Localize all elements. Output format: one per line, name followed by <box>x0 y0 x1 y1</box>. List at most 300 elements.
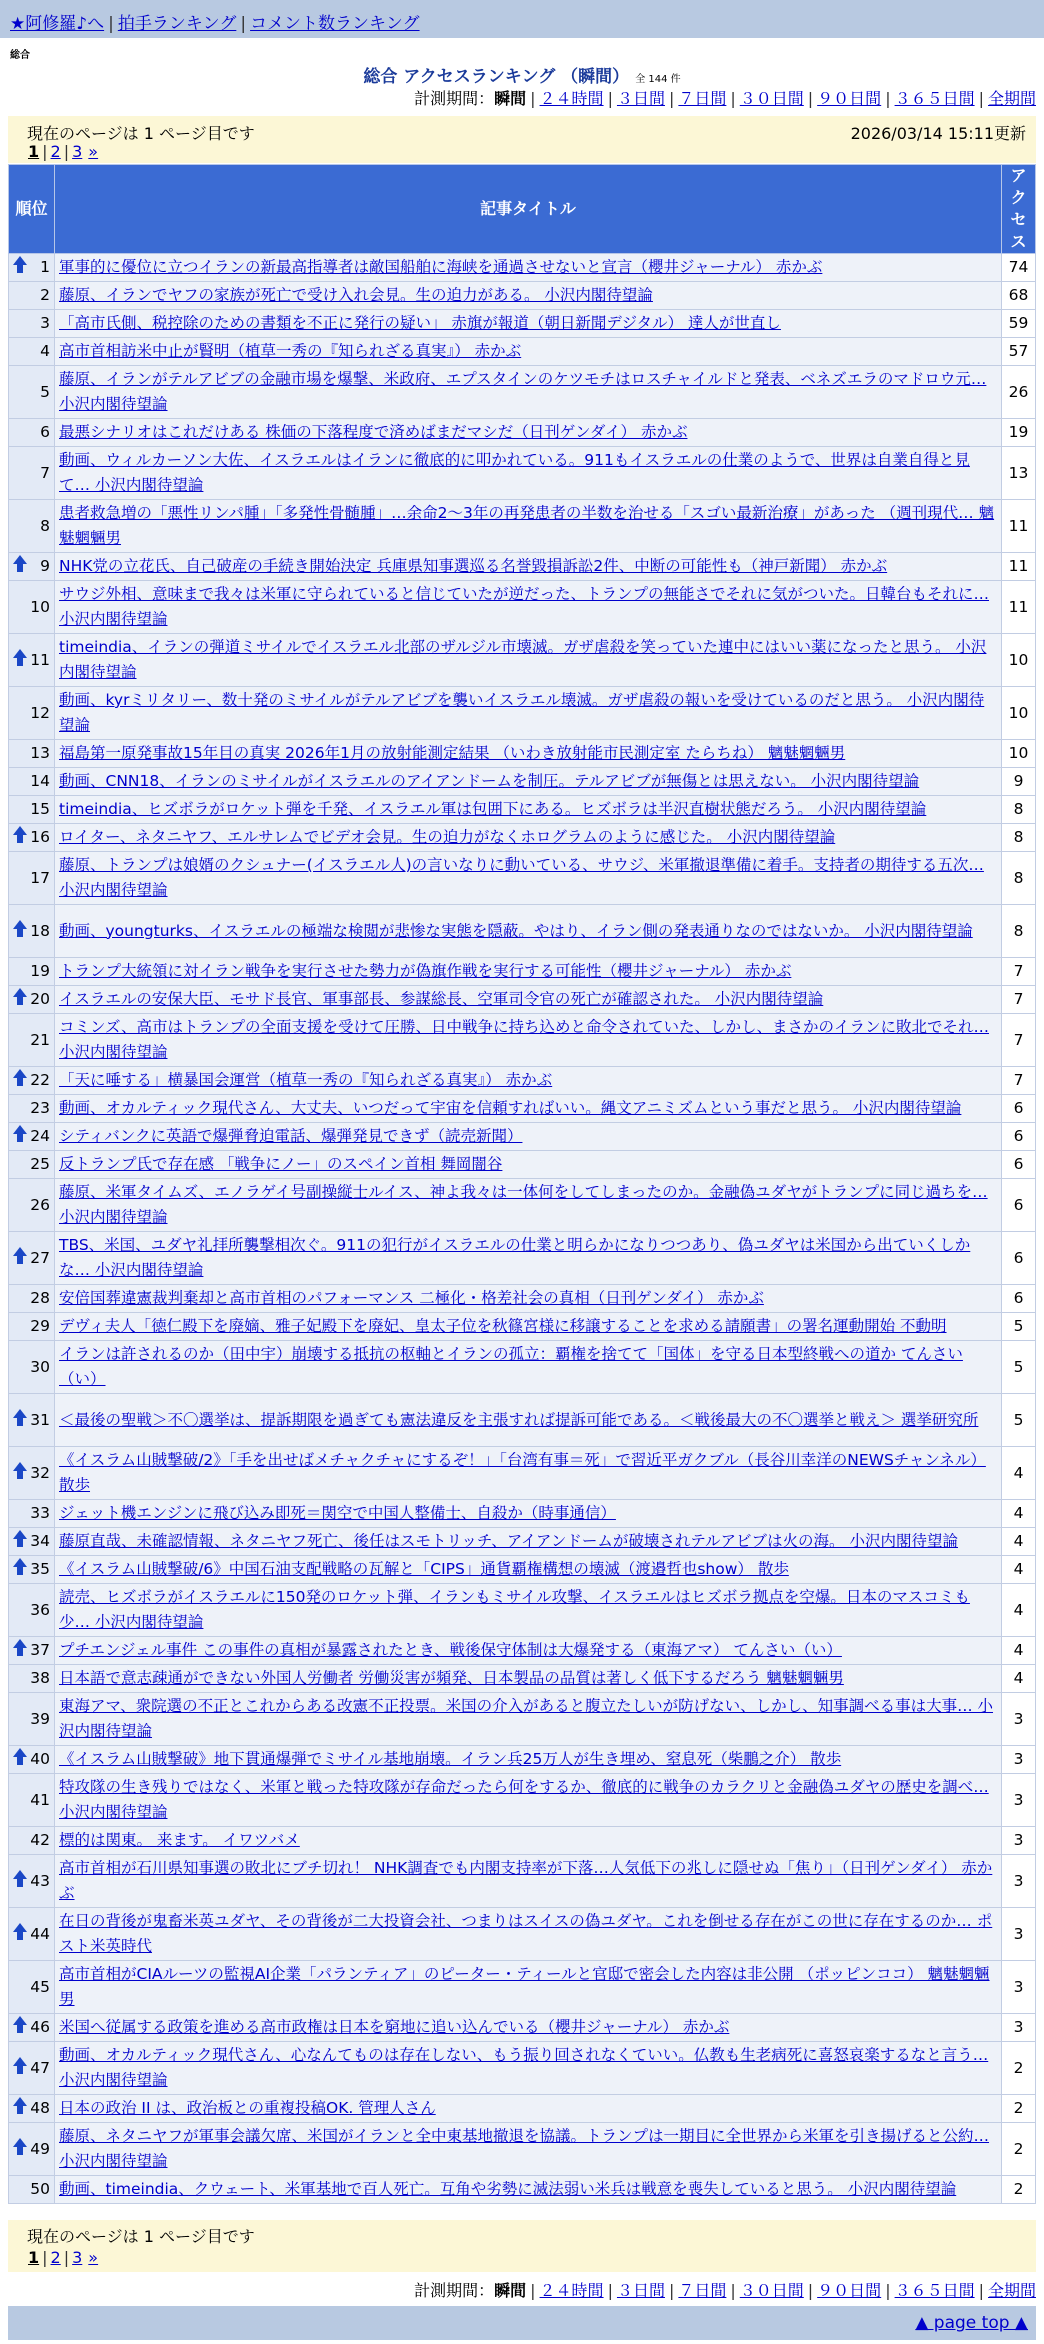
article-title-link[interactable]: 高市首相訪米中止が賢明（植草一秀の『知られざる真実』） 赤かぶ <box>59 342 522 360</box>
article-title-link[interactable]: 藤原、イランでヤフの家族が死亡で受け入れ会見。生の迫力がある。 小沢内閣待望論 <box>59 286 653 304</box>
rank-cell <box>9 1693 55 1746</box>
rank-number: 4 <box>40 342 50 360</box>
title-cell <box>55 1067 1002 1095</box>
title-cell <box>55 254 1002 282</box>
article-title-link[interactable]: 動画、オカルティック現代さん、大丈夫、いつだって宇宙を信頼すればいい。縄文アニミズムという事だと思う。 小沢内閣待望論 <box>59 1099 962 1117</box>
rank-cell <box>9 1961 55 2014</box>
rank-up-arrow-icon <box>13 2057 27 2075</box>
access-count: 8 <box>1002 824 1036 852</box>
table-row <box>9 634 1036 687</box>
rank-cell <box>9 310 55 338</box>
article-title-link[interactable]: 高市首相がCIAルーツの監視AI企業「パランティア」のピーター・ティールと官邸で密会した内容は非公開 （ポッピンココ） 魑魅魍魎男 <box>59 1965 990 2008</box>
period-link[interactable]: ９０日間 <box>817 89 882 108</box>
access-count: 10 <box>1002 634 1036 687</box>
rank-number: 43 <box>30 1871 50 1890</box>
period-separator: | <box>730 89 736 108</box>
pager-page-link[interactable]: 2 <box>50 142 61 161</box>
title-cell <box>55 796 1002 824</box>
access-count: 2 <box>1002 2176 1036 2204</box>
title-cell <box>55 1500 1002 1528</box>
access-count: 7 <box>1002 986 1036 1014</box>
applause-ranking-link[interactable]: 拍手ランキング <box>117 14 237 34</box>
rank-number: 47 <box>30 2058 50 2077</box>
access-count: 6 <box>1002 1123 1036 1151</box>
table-row <box>9 1394 1036 1447</box>
rank-up-arrow-icon <box>13 1409 27 1427</box>
bottom-bar <box>8 2306 1036 2340</box>
article-title-link[interactable]: 動画、kyrミリタリー、数十発のミサイルがテルアビブを襲いイスラエル壊滅。ガザ虐殺の報いを受けているのだと思う。 小沢内閣待望論 <box>59 691 985 734</box>
period-link[interactable]: ９０日間 <box>817 2281 882 2300</box>
period-separator: | <box>978 2281 984 2300</box>
ranking-table <box>8 164 1036 2204</box>
pager-next-link[interactable]: » <box>88 142 99 161</box>
period-link[interactable]: ７日間 <box>678 89 727 108</box>
rank-number: 1 <box>40 258 50 276</box>
rank-number: 41 <box>30 1790 50 1809</box>
rank-cell <box>9 1394 55 1447</box>
rank-number: 42 <box>30 1831 50 1849</box>
rank-number: 3 <box>40 314 50 332</box>
title-cell <box>55 2014 1002 2042</box>
access-count: 11 <box>1002 500 1036 553</box>
current-page-text: 現在のページは 1 ページ目です <box>27 124 255 143</box>
article-title-link[interactable]: 反トランプ氏で存在感 「戦争にノー」のスペイン首相 舞岡闇谷 <box>59 1155 503 1173</box>
title-cell <box>55 1179 1002 1232</box>
category-label: 総合 <box>10 50 30 61</box>
rank-up-arrow-icon <box>13 1558 27 1576</box>
access-count: 2 <box>1002 2123 1036 2176</box>
period-current: 瞬間 <box>494 89 527 108</box>
rank-cell <box>9 1827 55 1855</box>
table-row <box>9 1123 1036 1151</box>
title-cell <box>55 1827 1002 1855</box>
table-row <box>9 687 1036 740</box>
rank-number: 34 <box>30 1532 50 1550</box>
rank-cell <box>9 2176 55 2204</box>
period-link[interactable]: ２４時間 <box>539 2281 604 2300</box>
table-row <box>9 500 1036 553</box>
pager-separator: | <box>42 2248 48 2267</box>
access-count: 68 <box>1002 282 1036 310</box>
pager-page-link[interactable]: 2 <box>50 2248 61 2267</box>
table-row <box>9 1637 1036 1665</box>
access-count: 6 <box>1002 1151 1036 1179</box>
table-row <box>9 958 1036 986</box>
title-cell <box>55 1584 1002 1637</box>
rank-up-arrow-icon <box>13 826 27 844</box>
rank-up-arrow-icon <box>13 2138 27 2156</box>
article-title-link[interactable]: 特攻隊の生き残りではなく、米軍と戦った特攻隊が存命だったら何をするか、徹底的に戦争のカラクリと金融偽ユダヤの歴史を調べ… 小沢内閣待望論 <box>59 1778 989 1821</box>
rank-number: 17 <box>30 868 50 887</box>
period-link[interactable]: ７日間 <box>678 2281 727 2300</box>
title-cell <box>55 1746 1002 1774</box>
title-cell <box>55 958 1002 986</box>
article-title-link[interactable]: ロイター、ネタニヤフ、エルサレムでビデオ会見。生の迫力がなくホログラムのように感じた。 小沢内閣待望論 <box>59 828 836 846</box>
title-cell <box>55 2176 1002 2204</box>
title-cell <box>55 1855 1002 1908</box>
rank-cell <box>9 1584 55 1637</box>
period-current: 瞬間 <box>494 2281 527 2300</box>
table-row <box>9 2176 1036 2204</box>
pager-page-link[interactable]: 3 <box>72 2248 83 2267</box>
title-cell <box>55 1528 1002 1556</box>
rank-cell <box>9 1774 55 1827</box>
rank-number: 10 <box>30 597 50 616</box>
rank-cell <box>9 1151 55 1179</box>
period-link[interactable]: ３日間 <box>616 89 665 108</box>
table-row <box>9 310 1036 338</box>
access-count: 4 <box>1002 1637 1036 1665</box>
title-cell <box>55 2042 1002 2095</box>
table-row <box>9 986 1036 1014</box>
access-count: 3 <box>1002 1746 1036 1774</box>
article-title-link[interactable]: サウジ外相、意味まで我々は米軍に守られていると信じていたが逆だった、トランプの無能さでそれに気がついた。日韓台もそれに… 小沢内閣待望論 <box>59 585 990 628</box>
rank-number: 48 <box>30 2099 50 2117</box>
table-row <box>9 1095 1036 1123</box>
rank-cell <box>9 2095 55 2123</box>
access-count: 9 <box>1002 768 1036 796</box>
rank-cell <box>9 366 55 419</box>
rank-cell <box>9 687 55 740</box>
rank-cell <box>9 768 55 796</box>
title-cell <box>55 1151 1002 1179</box>
table-row <box>9 768 1036 796</box>
access-count: 3 <box>1002 1908 1036 1961</box>
rank-number: 36 <box>30 1600 50 1619</box>
rank-number: 8 <box>40 516 50 535</box>
access-count: 10 <box>1002 740 1036 768</box>
access-count: 4 <box>1002 1665 1036 1693</box>
title-cell <box>55 740 1002 768</box>
article-title-link[interactable]: 最悪シナリオはこれだけある 株価の下落程度で済めばまだマシだ（日刊ゲンダイ） 赤かぶ <box>59 423 688 441</box>
title-cell <box>55 282 1002 310</box>
access-count: 7 <box>1002 1067 1036 1095</box>
article-title-link[interactable]: TBS、米国、ユダヤ礼拝所襲撃相次ぐ。911の犯行がイスラエルの仕業と明らかになりつつあり、偽ユダヤは米国から出ていくしかな… 小沢内閣待望論 <box>59 1236 971 1279</box>
article-title-link[interactable]: timeindia、イランの弾道ミサイルでイスラエル北部のザルジル市壊滅。ガザ虐殺を笑っていた連中にはいい薬になったと思う。 小沢内閣待望論 <box>59 638 987 681</box>
rank-cell <box>9 1179 55 1232</box>
article-title-link[interactable]: イスラエルの安保大臣、モサド長官、軍事部長、参謀総長、空軍司令官の死亡が確認された。 小沢内閣待望論 <box>59 990 824 1008</box>
rank-number: 35 <box>30 1560 50 1578</box>
article-title-link[interactable]: 藤原、トランプは娘婿のクシュナー(イスラエル人)の言いなりに動いている、サウジ、米軍撤退準備に着手。支持者の期待する五次… 小沢内閣待望論 <box>59 856 984 899</box>
article-title-link[interactable]: 東海アマ、衆院選の不正とこれからある改憲不正投票。米国の介入があると腹立たしいが防げない、しかし、知事調べる事は大事… 小沢内閣待望論 <box>59 1697 994 1740</box>
rank-cell <box>9 1123 55 1151</box>
article-title-link[interactable]: 軍事的に優位に立つイランの新最高指導者は敵国船舶に海峡を通過させないと宣言（櫻井ジャーナル） 赤かぶ <box>59 258 823 276</box>
rank-number: 29 <box>30 1317 50 1335</box>
rank-number: 39 <box>30 1709 50 1728</box>
rank-number: 18 <box>30 921 50 940</box>
title-cell <box>55 1908 1002 1961</box>
article-title-link[interactable]: デヴィ夫人「徳仁殿下を廃嫡、雅子妃殿下を廃妃、皇太子位を秋篠宮様に移譲することを求める請願書」の署名運動開始 不動明 <box>59 1317 947 1335</box>
access-count: 3 <box>1002 1693 1036 1746</box>
rank-number: 20 <box>30 990 50 1008</box>
access-count: 5 <box>1002 1394 1036 1447</box>
rank-cell <box>9 1855 55 1908</box>
access-count: 3 <box>1002 1774 1036 1827</box>
rank-cell <box>9 740 55 768</box>
period-link[interactable]: ３０日間 <box>739 89 804 108</box>
status-panel-bottom <box>8 2220 1036 2272</box>
article-title-link[interactable]: 日本語で意志疎通ができない外国人労働者 労働災害が頻発、日本製品の品質は著しく低下するだろう 魑魅魍魎男 <box>59 1669 844 1687</box>
table-row <box>9 1665 1036 1693</box>
article-title-link[interactable]: 《イスラム山賊撃破》地下貫通爆弾でミサイル基地崩壊。イラン兵25万人が生き埋め、窒息死（柴鵬之介） 散歩 <box>59 1750 842 1768</box>
period-link[interactable]: ３０日間 <box>739 2281 804 2300</box>
article-title-link[interactable]: 《イスラム山賊撃破/2》「手を出せばメチャクチャにするぞ！」「台湾有事＝死」で習近平ガクブル（長谷川幸洋のNEWSチャンネル） 散歩 <box>59 1451 986 1494</box>
table-row <box>9 419 1036 447</box>
article-title-link[interactable]: 藤原、イランがテルアビブの金融市場を爆撃、米政府、エプスタインのケツモチはロスチャイルドと発表、ベネズエラのマドロウ元… 小沢内閣待望論 <box>59 370 987 413</box>
table-row <box>9 1014 1036 1067</box>
rank-up-arrow-icon <box>13 2097 27 2115</box>
access-count: 10 <box>1002 687 1036 740</box>
rank-cell <box>9 419 55 447</box>
pager-current-page: 1 <box>28 142 40 161</box>
table-row <box>9 905 1036 958</box>
period-separator: | <box>607 2281 613 2300</box>
period-link[interactable]: 全期間 <box>987 89 1036 108</box>
table-row <box>9 553 1036 581</box>
table-row <box>9 2123 1036 2176</box>
rank-up-arrow-icon <box>13 649 27 667</box>
article-title-link[interactable]: 高市首相が石川県知事選の敗北にブチ切れ！ NHK調査でも内閣支持率が下落…人気低下の兆しに隠せぬ「焦り」（日刊ゲンダイ） 赤かぶ <box>59 1859 993 1902</box>
title-cell <box>55 768 1002 796</box>
rank-number: 5 <box>40 382 50 401</box>
article-title-link[interactable]: 「天に唾する」横暴国会運営（植草一秀の『知られざる真実』） 赤かぶ <box>59 1071 553 1089</box>
article-title-link[interactable]: コミンズ、高市はトランプの全面支援を受けて圧勝、日中戦争に持ち込めと命令されていた、しかし、まさかのイランに敗北でそれ… 小沢内閣待望論 <box>59 1018 990 1061</box>
rank-up-arrow-icon <box>13 2016 27 2034</box>
article-title-link[interactable]: 藤原、ネタニヤフが軍事会議欠席、米国がイランと全中東基地撤退を協議。トランプは一期目に全世界から米軍を引き揚げると公約… 小沢内閣待望論 <box>59 2127 990 2170</box>
table-row <box>9 1746 1036 1774</box>
rank-number: 50 <box>30 2180 50 2198</box>
table-row <box>9 1908 1036 1961</box>
table-row <box>9 1774 1036 1827</box>
rank-cell <box>9 1665 55 1693</box>
table-row <box>9 1447 1036 1500</box>
rank-number: 11 <box>30 650 50 669</box>
rank-number: 24 <box>30 1127 50 1145</box>
access-count: 5 <box>1002 1341 1036 1394</box>
top-nav-bar <box>0 0 1044 38</box>
current-page-text-bottom: 現在のページは 1 ページ目です <box>27 2227 255 2246</box>
title-cell <box>55 1637 1002 1665</box>
access-count: 7 <box>1002 958 1036 986</box>
article-title-link[interactable]: 動画、オカルティック現代さん、心なんてものは存在しない、もう振り回されなくていい。仏教も生老病死に喜怒哀楽するなと言う… 小沢内閣待望論 <box>59 2046 989 2089</box>
article-title-link[interactable]: ＜最後の聖戦＞不〇選挙は、提訴期限を過ぎても憲法違反を主張すれば提訴可能である。＜戦後最大の不〇選挙と戦え＞ 選挙研究所 <box>59 1410 979 1429</box>
table-row <box>9 1827 1036 1855</box>
rank-number: 46 <box>30 2018 50 2036</box>
rank-up-arrow-icon <box>13 1462 27 1480</box>
access-count: 2 <box>1002 2095 1036 2123</box>
rank-cell <box>9 1232 55 1285</box>
period-separator: | <box>885 2281 891 2300</box>
title-cell <box>55 338 1002 366</box>
rank-number: 28 <box>30 1289 50 1307</box>
table-row <box>9 1151 1036 1179</box>
article-title-link[interactable]: 米国へ従属する政策を進める高市政権は日本を窮地に追い込んでいる（櫻井ジャーナル） 赤かぶ <box>59 2018 730 2036</box>
col-title-header: 記事タイトル <box>55 165 1002 254</box>
period-link[interactable]: ３６５日間 <box>894 2281 975 2300</box>
rank-cell <box>9 958 55 986</box>
table-row <box>9 1232 1036 1285</box>
period-separator: | <box>807 89 814 108</box>
page-top-link[interactable]: ▲ page top ▲ <box>915 2313 1028 2333</box>
title-cell <box>55 1232 1002 1285</box>
title-cell <box>55 500 1002 553</box>
title-cell <box>55 366 1002 419</box>
table-row <box>9 1500 1036 1528</box>
access-count: 59 <box>1002 310 1036 338</box>
rank-cell <box>9 1746 55 1774</box>
article-title-link[interactable]: イランは許されるのか（田中宇）崩壊する抵抗の枢軸とイランの孤立：覇権を捨てて「国体」を守る日本型終戦への道か てんさい（い） <box>59 1345 963 1388</box>
title-cell <box>55 1285 1002 1313</box>
rank-number: 2 <box>40 286 50 304</box>
article-title-link[interactable]: 在日の背後が鬼畜米英ユダヤ、その背後が二大投資会社、つまりはスイスの偽ユダヤ。これを倒せる存在がこの世に存在するのか… ポスト米英時代 <box>59 1912 993 1955</box>
article-title-link[interactable]: 日本の政治 II は、政治板との重複投稿OK. 管理人さん <box>59 2099 436 2117</box>
access-count: 3 <box>1002 1961 1036 2014</box>
article-title-link[interactable]: timeindia、ヒズボラがロケット弾を千発、イスラエル軍は包囲下にある。ヒズボラは半沢直樹状態だろう。 小沢内閣待望論 <box>59 800 927 818</box>
title-cell <box>55 1095 1002 1123</box>
article-title-link[interactable]: 標的は関東。 来ます。 イワツバメ <box>59 1831 300 1849</box>
table-row <box>9 1855 1036 1908</box>
title-cell <box>55 1014 1002 1067</box>
article-title-link[interactable]: 《イスラム山賊撃破/6》中国石油支配戦略の瓦解と「CIPS」通貨覇権構想の壊滅（渡邉哲也show） 散歩 <box>59 1560 789 1578</box>
pager-next-link[interactable]: » <box>88 2248 99 2267</box>
rank-up-arrow-icon <box>13 256 27 274</box>
rank-cell <box>9 1528 55 1556</box>
rank-up-arrow-icon <box>13 988 27 1006</box>
table-row <box>9 1961 1036 2014</box>
pager-current-page: 1 <box>28 2248 40 2267</box>
period-label: 計測期間： <box>414 2281 495 2300</box>
rank-number: 16 <box>30 828 50 846</box>
rank-number: 38 <box>30 1669 50 1687</box>
title-cell <box>55 1665 1002 1693</box>
article-title-link[interactable]: 藤原、米軍タイムズ、エノラゲイ号副操縦士ルイス、神よ我々は一体何をしてしまったのか。金融偽ユダヤがトランプに同じ過ちを… 小沢内閣待望論 <box>59 1183 988 1226</box>
col-access-header: アクセス <box>1002 165 1036 254</box>
rank-number: 37 <box>30 1641 50 1659</box>
item-count: 全 144 件 <box>635 74 681 85</box>
article-title-link[interactable]: ジェット機エンジンに飛び込み即死＝関空で中国人整備士、自殺か（時事通信） <box>59 1504 616 1522</box>
article-title-link[interactable]: 安倍国葬違憲裁判棄却と高市首相のパフォーマンス 二極化・格差社会の真相（日刊ゲンダイ） 赤かぶ <box>59 1289 764 1307</box>
access-count: 6 <box>1002 1285 1036 1313</box>
rank-cell <box>9 852 55 905</box>
nav-separator: | <box>108 14 114 34</box>
article-title-link[interactable]: 「高市氏側、税控除のための書類を不正に発行の疑い」 赤旗が報道（朝日新聞デジタル） 達人が世直し <box>59 314 781 332</box>
article-title-link[interactable]: 動画、youngturks、イスラエルの極端な検閲が悲惨な実態を隠蔽。やはり、イラン側の発表通りなのではないか。 小沢内閣待望論 <box>59 921 973 940</box>
article-title-link[interactable]: 藤原直哉、未確認情報、ネタニヤフ死亡、後任はスモトリッチ、アイアンドームが破壊されテルアビブは火の海。 小沢内閣待望論 <box>59 1532 958 1550</box>
home-link[interactable]: ★阿修羅♪へ <box>10 14 105 34</box>
rank-cell <box>9 553 55 581</box>
rank-cell <box>9 1447 55 1500</box>
rank-up-arrow-icon <box>13 1748 27 1766</box>
table-row <box>9 1179 1036 1232</box>
rank-up-arrow-icon <box>13 1530 27 1548</box>
rank-cell <box>9 1500 55 1528</box>
access-count: 2 <box>1002 2042 1036 2095</box>
table-row <box>9 366 1036 419</box>
access-count: 3 <box>1002 1827 1036 1855</box>
period-selector-bottom <box>414 2278 1036 2301</box>
rank-cell <box>9 796 55 824</box>
period-separator: | <box>668 89 675 108</box>
access-count: 4 <box>1002 1584 1036 1637</box>
article-title-link[interactable]: 動画、ウィルカーソン大佐、イスラエルはイランに徹底的に叩かれている。911もイスラエルの仕業のようで、世界は自業自得と見て… 小沢内閣待望論 <box>59 451 970 494</box>
access-count: 3 <box>1002 2014 1036 2042</box>
rank-number: 15 <box>30 800 50 818</box>
comment-ranking-link[interactable]: コメント数ランキング <box>250 14 420 34</box>
rank-number: 31 <box>30 1410 50 1429</box>
table-row <box>9 2042 1036 2095</box>
rank-cell <box>9 581 55 634</box>
rank-number: 44 <box>30 1924 50 1943</box>
article-title-link[interactable]: 読売、ヒズボラがイスラエルに150発のロケット弾、イランもミサイル攻撃、イスラエルはヒズボラ拠点を空爆。日本のマスコミも少… 小沢内閣待望論 <box>59 1588 970 1631</box>
title-cell <box>55 447 1002 500</box>
rank-up-arrow-icon <box>13 920 27 938</box>
rank-number: 7 <box>40 463 50 482</box>
period-separator: | <box>730 2281 736 2300</box>
page-title-text: 総合 アクセスランキング （瞬間） <box>363 67 630 87</box>
article-title-link[interactable]: 福島第一原発事故15年目の真実 2026年1月の放射能測定結果 （いわき放射能市民測定室 たらちね） 魑魅魍魎男 <box>59 744 846 762</box>
access-count: 6 <box>1002 1179 1036 1232</box>
pager-page-link[interactable]: 3 <box>72 142 83 161</box>
rank-cell <box>9 1908 55 1961</box>
period-link[interactable]: ３６５日間 <box>894 89 975 108</box>
rank-number: 33 <box>30 1504 50 1522</box>
table-row <box>9 1313 1036 1341</box>
title-cell <box>55 1394 1002 1447</box>
rank-up-arrow-icon <box>13 1870 27 1888</box>
access-count: 8 <box>1002 796 1036 824</box>
access-count: 4 <box>1002 1528 1036 1556</box>
period-link[interactable]: ３日間 <box>616 2281 665 2300</box>
page-title <box>0 62 1044 87</box>
article-title-link[interactable]: 患者救急増の「悪性リンパ腫」「多発性骨髄腫」…余命2〜3年の再発患者の半数を治せる「スゴい最新治療」があった （週刊現代… 魑魅魍魎男 <box>59 504 995 547</box>
rank-cell <box>9 2042 55 2095</box>
table-row <box>9 1285 1036 1313</box>
rank-cell <box>9 1341 55 1394</box>
pager-separator: | <box>42 142 48 161</box>
period-link[interactable]: 全期間 <box>987 2281 1036 2300</box>
title-cell <box>55 1313 1002 1341</box>
rank-cell <box>9 2014 55 2042</box>
rank-cell <box>9 282 55 310</box>
article-title-link[interactable]: 動画、timeindia、クウェート、米軍基地で百人死亡。互角や劣勢に滅法弱い米兵は戦意を喪失していると思う。 小沢内閣待望論 <box>59 2180 957 2198</box>
title-cell <box>55 581 1002 634</box>
period-separator: | <box>885 89 891 108</box>
rank-number: 27 <box>30 1248 50 1267</box>
access-count: 26 <box>1002 366 1036 419</box>
pager-separator: | <box>63 2248 70 2267</box>
status-panel-top <box>8 116 1036 163</box>
rank-number: 26 <box>30 1195 50 1214</box>
period-link[interactable]: ２４時間 <box>539 89 604 108</box>
article-title-link[interactable]: プチエンジェル事件 この事件の真相が暴露されたとき、戦後保守体制は大爆発する（東海アマ） てんさい（い） <box>59 1641 842 1659</box>
rank-up-arrow-icon <box>13 1125 27 1143</box>
table-row <box>9 282 1036 310</box>
period-separator: | <box>607 89 613 108</box>
access-count: 11 <box>1002 581 1036 634</box>
rank-number: 32 <box>30 1463 50 1482</box>
article-title-link[interactable]: シティバンクに英語で爆弾脅迫電話、爆弾発見できず（読売新聞） <box>59 1127 523 1145</box>
title-cell <box>55 905 1002 958</box>
rank-number: 23 <box>30 1099 50 1117</box>
rank-cell <box>9 824 55 852</box>
article-title-link[interactable]: トランプ大統領に対イラン戦争を実行させた勢力が偽旗作戦を実行する可能性（櫻井ジャーナル） 赤かぶ <box>59 962 792 980</box>
article-title-link[interactable]: 動画、CNN18、イランのミサイルがイスラエルのアイアンドームを制圧。テルアビブが無傷とは思えない。 小沢内閣待望論 <box>59 772 920 790</box>
rank-cell <box>9 634 55 687</box>
table-row <box>9 447 1036 500</box>
access-count: 3 <box>1002 1855 1036 1908</box>
article-title-link[interactable]: NHK党の立花氏、自己破産の手続き開始決定 兵庫県知事選巡る名誉毀損訴訟2件、中断の可能性も（神戸新聞） 赤かぶ <box>59 557 888 575</box>
rank-cell <box>9 1095 55 1123</box>
